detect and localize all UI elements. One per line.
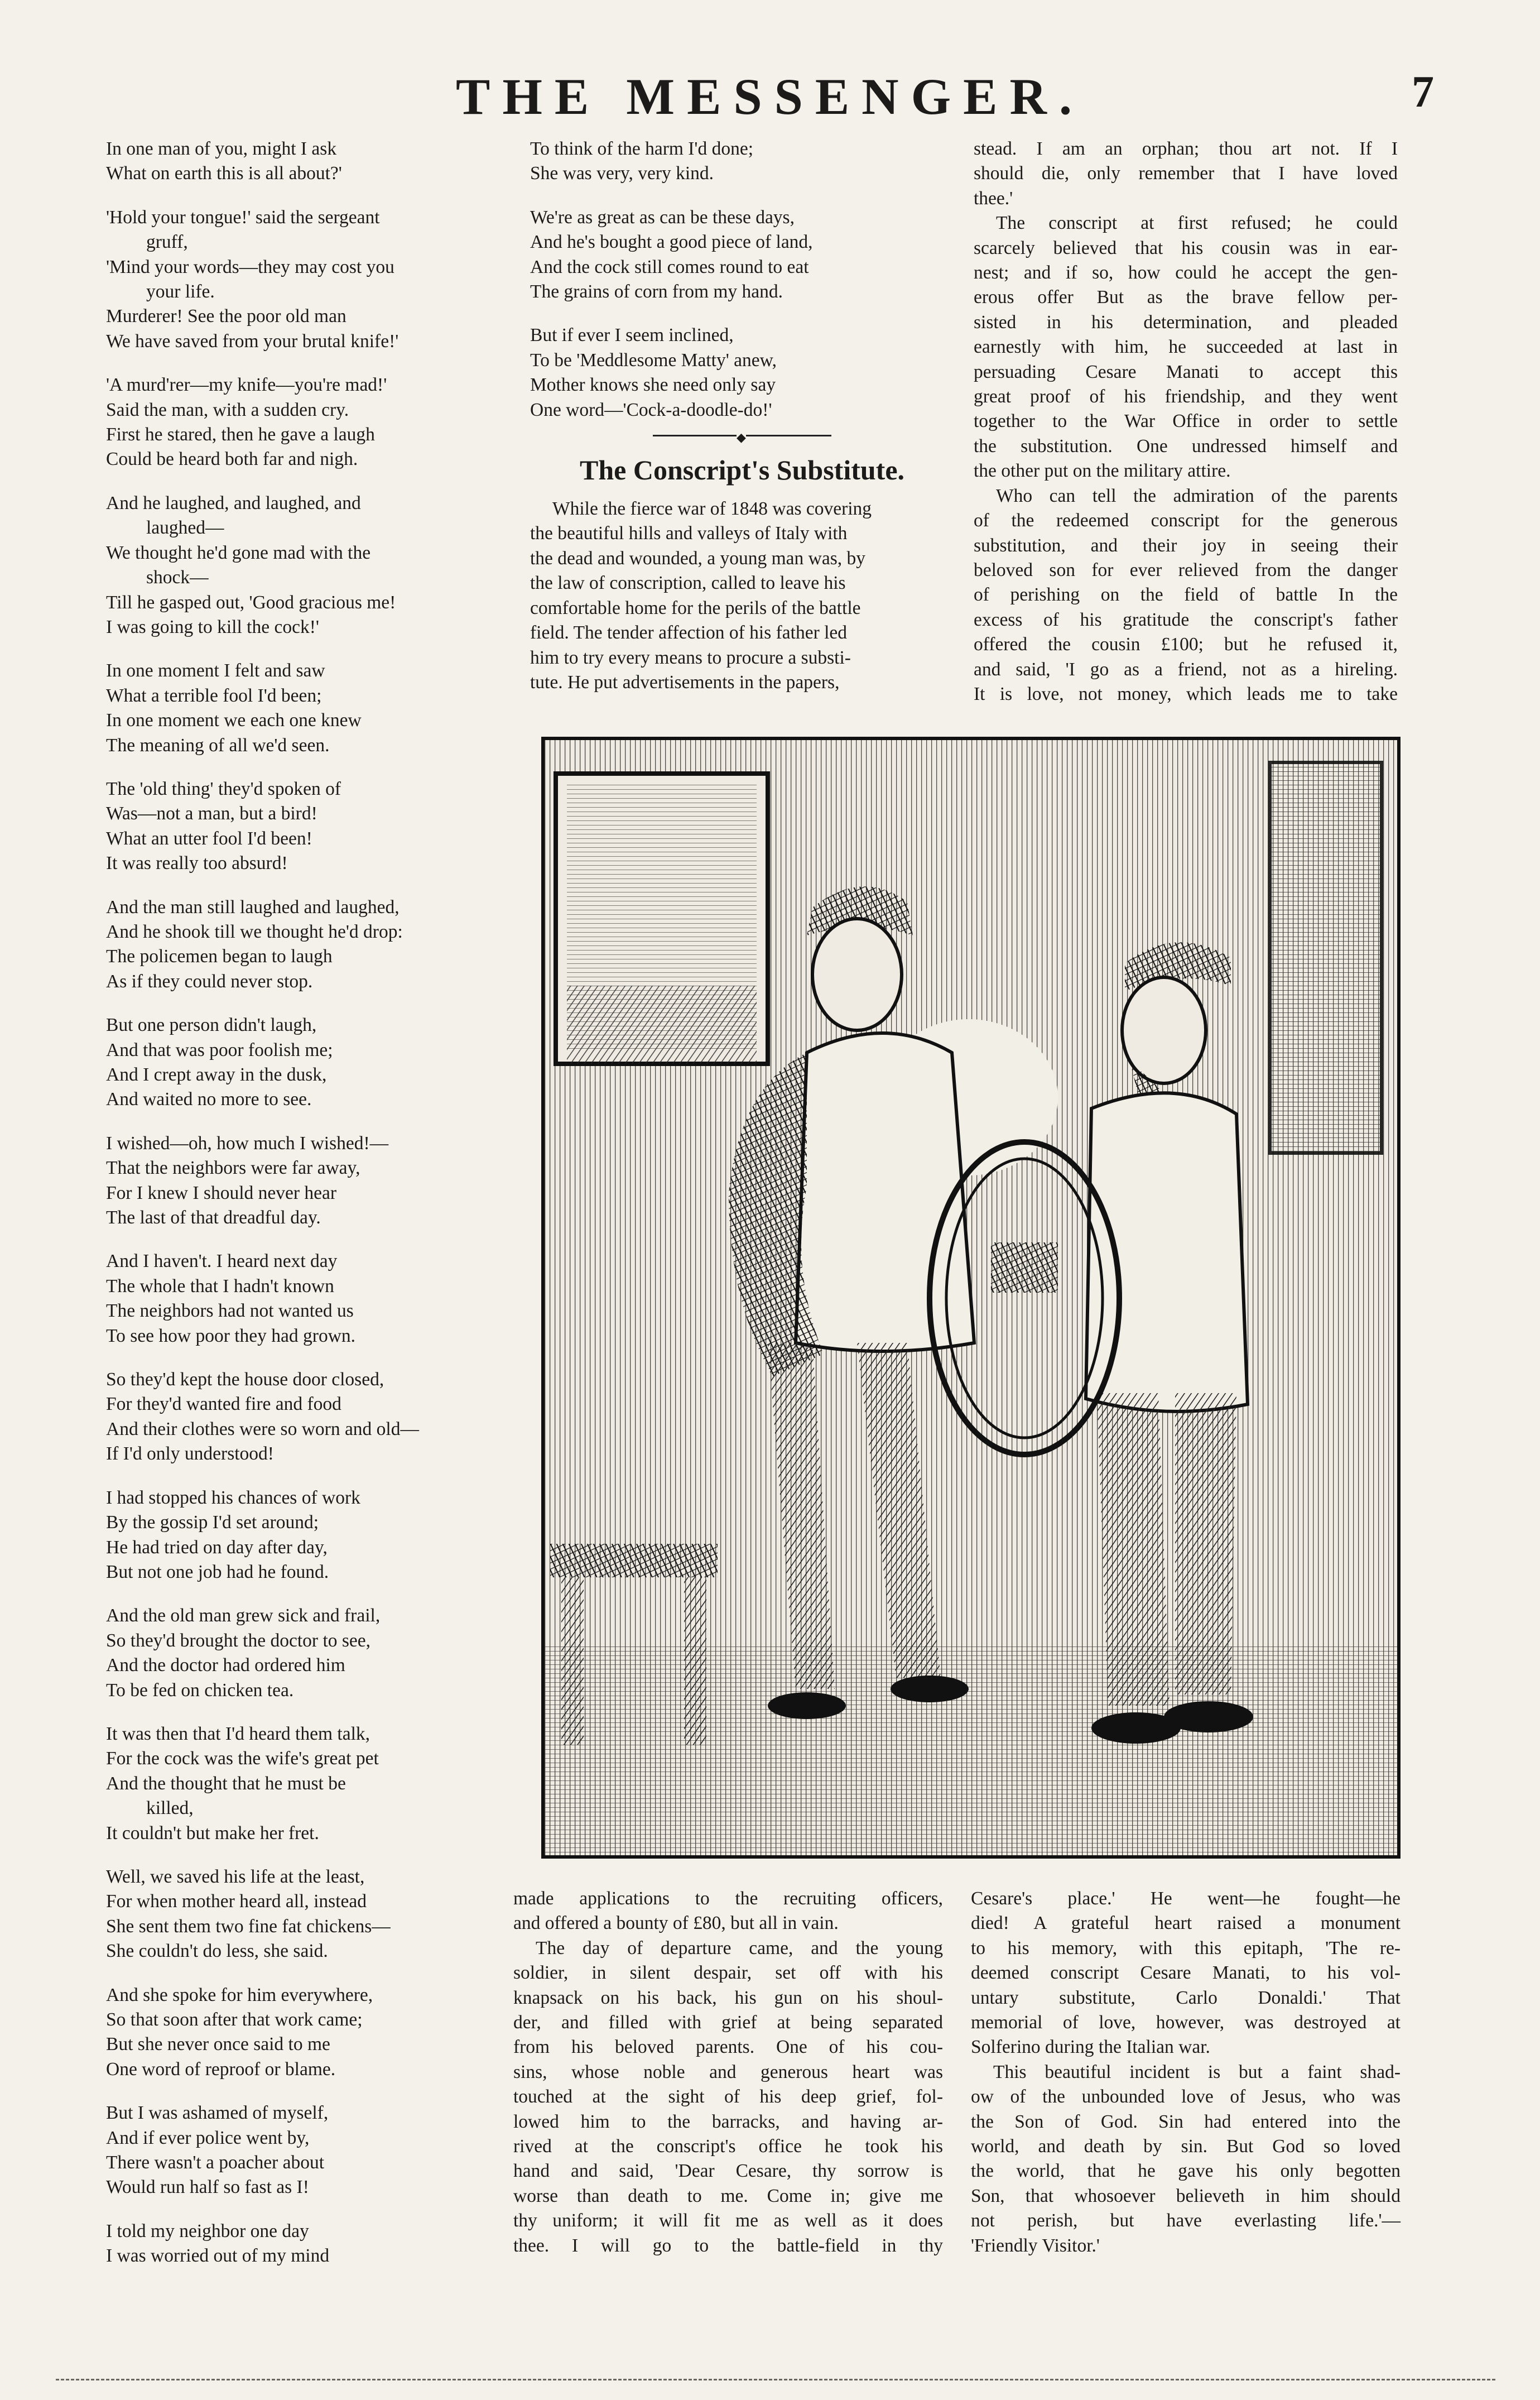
text-line: She sent them two fine fat chickens—	[106, 1916, 391, 1937]
text-line: If I'd only understood!	[106, 1443, 274, 1465]
article-intro-text	[530, 497, 954, 695]
text-line: 'A murd'rer—my knife—you're mad!'	[106, 375, 387, 396]
text-line: Well, we saved his life at the least,	[106, 1866, 365, 1887]
text-line: gruff,	[146, 232, 188, 253]
text-line: Solferino during the Italian war.	[971, 2037, 1210, 2058]
text-line: The last of that dreadful day.	[106, 1207, 321, 1228]
text-line: of perishing on the field of battle In the	[974, 584, 1398, 606]
text-line: nest; and if so, how could he accept the gen-	[974, 262, 1398, 284]
text-line: So that soon after that work came;	[106, 2009, 363, 2030]
text-line: the dead and wounded, a young man was, by	[530, 548, 865, 569]
text-line: Cesare's place.' He went—he fought—he	[971, 1888, 1401, 1909]
text-line: memorial of love, however, was destroyed at	[971, 2012, 1401, 2033]
text-line: died! A grateful heart raised a monument	[971, 1913, 1401, 1934]
text-line: And he laughed, and laughed, and	[106, 492, 361, 513]
text-line: from his beloved parents. One of his cou-	[513, 2037, 943, 2058]
text-line: world, and death by sin. But God so loved	[971, 2136, 1401, 2157]
text-line: It couldn't but make her fret.	[106, 1822, 319, 1844]
text-line: and said, 'I go as a friend, not as a hireling.	[974, 659, 1398, 680]
text-line: He had tried on day after day,	[106, 1537, 328, 1558]
text-line: The neighbors had not wanted us	[106, 1300, 354, 1322]
text-line: to his memory, with this epitaph, 'The re-	[971, 1937, 1401, 1959]
text-line: 'Mind your words—they may cost you	[106, 256, 394, 277]
section-divider	[653, 435, 831, 439]
text-line: And she spoke for him everywhere,	[106, 1984, 373, 2005]
text-line: your life.	[146, 281, 215, 303]
text-line: erous offer But as the brave fellow per-	[974, 287, 1398, 308]
text-line: The conscript at first refused; he could	[996, 213, 1398, 234]
text-line: For I knew I should never hear	[106, 1182, 337, 1203]
text-line: First he stared, then he gave a laugh	[106, 424, 375, 445]
text-line: substitution, and their joy in seeing their	[974, 535, 1398, 556]
text-line: It is love, not money, which leads me to take	[974, 683, 1398, 704]
text-line: To see how poor they had grown.	[106, 1325, 356, 1346]
text-line: We're as great as can be these days,	[530, 207, 795, 228]
text-line: the world, that he gave his only begotten	[971, 2161, 1401, 2182]
text-line: rived at the conscript's office he took his	[513, 2136, 943, 2157]
text-line: And if ever police went by,	[106, 2127, 310, 2148]
poem-column-left	[106, 137, 519, 2269]
text-line: persuading Cesare Manati to accept this	[974, 361, 1398, 382]
text-line: made applications to the recruiting officers,	[513, 1888, 943, 1909]
text-line: thy uniform; it will fit me as well as it does	[513, 2210, 943, 2231]
text-line: And he's bought a good piece of land,	[530, 232, 813, 253]
text-line: But she never once said to me	[106, 2034, 330, 2055]
text-line: Son, that whosoever believeth in him should	[971, 2185, 1401, 2206]
text-line: She was very, very kind.	[530, 163, 714, 184]
text-line: To be fed on chicken tea.	[106, 1679, 294, 1701]
floor	[545, 1644, 1397, 1855]
text-line: not perish, but have everlasting life.'—	[971, 2210, 1401, 2231]
article-continuation-right	[971, 1887, 1401, 2258]
text-line: In one man of you, might I ask	[106, 138, 337, 159]
text-line: This beautiful incident is but a faint shad-	[993, 2061, 1401, 2082]
text-line: laughed—	[146, 517, 224, 539]
text-line: And the man still laughed and laughed,	[106, 896, 400, 918]
text-line: worse than death to me. Come in; give me	[513, 2185, 943, 2206]
text-line: One word of reproof or blame.	[106, 2058, 336, 2080]
newspaper-title: THE MESSENGER.	[456, 68, 1084, 125]
text-line: the beautiful hills and valleys of Italy with	[530, 523, 848, 544]
text-line: And waited no more to see.	[106, 1089, 312, 1110]
text-line: him to try every means to procure a substi-	[530, 647, 851, 668]
text-line: comfortable home for the perils of the battle	[530, 597, 861, 618]
text-line: the substitution. One undressed himself and	[974, 435, 1398, 457]
text-line: And the cock still comes round to eat	[530, 256, 809, 277]
engraving-illustration	[541, 737, 1401, 1859]
text-line: 'Friendly Visitor.'	[971, 2235, 1100, 2256]
poem-continuation	[530, 137, 954, 423]
masthead	[0, 67, 1540, 128]
text-line: of the redeemed conscript for the generous	[974, 510, 1398, 531]
page-number: 7	[1412, 68, 1434, 117]
text-line: offered the cousin £100; but he refused it,	[974, 634, 1398, 655]
text-line: But one person didn't laugh,	[106, 1015, 317, 1036]
text-line: And the old man grew sick and frail,	[106, 1605, 381, 1626]
text-line: So they'd kept the house door closed,	[106, 1369, 384, 1390]
text-line: One word—'Cock-a-doodle-do!'	[530, 399, 772, 420]
text-line: 'Hold your tongue!' said the sergeant	[106, 207, 380, 228]
text-line: Mother knows she need only say	[530, 375, 776, 396]
text-line: For they'd wanted fire and food	[106, 1394, 341, 1415]
text-line: The 'old thing' they'd spoken of	[106, 778, 341, 799]
text-line: In one moment I felt and saw	[106, 660, 325, 681]
text-line: The grains of corn from my hand.	[530, 281, 783, 303]
text-line: I had stopped his chances of work	[106, 1487, 360, 1508]
text-line: touched at the sight of his deep grief, fol-	[513, 2086, 943, 2108]
text-line: Was—not a man, but a bird!	[106, 803, 317, 824]
text-line: Murderer! See the poor old man	[106, 306, 346, 327]
text-line: And the thought that he must be	[106, 1773, 346, 1794]
text-line: Till he gasped out, 'Good gracious me!	[106, 592, 396, 613]
text-line: There wasn't a poacher about	[106, 2152, 325, 2173]
text-line: killed,	[146, 1798, 194, 1819]
text-line: But not one job had he found.	[106, 1561, 329, 1582]
text-line: And that was poor foolish me;	[106, 1039, 333, 1060]
text-line: To think of the harm I'd done;	[530, 138, 754, 159]
text-line: earnestly with him, he succeeded at last in	[974, 337, 1398, 358]
text-line: For the cock was the wife's great pet	[106, 1748, 379, 1769]
middle-column	[530, 137, 954, 695]
text-line: And I haven't. I heard next day	[106, 1251, 338, 1272]
text-line: the Son of God. Sin had entered into the	[971, 2111, 1401, 2132]
text-line: While the fierce war of 1848 was covering	[552, 498, 872, 520]
text-line: I told my neighbor one day	[106, 2220, 309, 2241]
text-line: As if they could never stop.	[106, 971, 313, 992]
text-line: And I crept away in the dusk,	[106, 1064, 327, 1085]
text-line: And their clothes were so worn and old—	[106, 1418, 419, 1439]
text-line: The whole that I hadn't known	[106, 1275, 334, 1297]
text-line: The policemen began to laugh	[106, 946, 333, 967]
text-line: And the doctor had ordered him	[106, 1655, 345, 1676]
text-line: But if ever I seem inclined,	[530, 325, 734, 346]
text-line: It was then that I'd heard them talk,	[106, 1723, 370, 1744]
text-line: ow of the unbounded love of Jesus, who was	[971, 2086, 1401, 2108]
text-line: It was really too absurd!	[106, 853, 288, 874]
text-line: By the gossip I'd set around;	[106, 1512, 319, 1533]
text-line: field. The tender affection of his father led	[530, 622, 848, 644]
text-line: the law of conscription, called to leave his	[530, 573, 846, 594]
text-line: tute. He put advertisements in the papers,	[530, 671, 840, 693]
text-line: The day of departure came, and the young	[536, 1937, 943, 1959]
text-line: I was worried out of my mind	[106, 2245, 330, 2267]
text-line: What an utter fool I'd been!	[106, 828, 312, 849]
text-line: thee.'	[974, 188, 1013, 209]
text-line: stead. I am an orphan; thou art not. If I	[974, 138, 1398, 159]
text-line: sisted in his determination, and pleaded	[974, 311, 1398, 333]
bench	[550, 1544, 718, 1577]
page-bottom-rule	[56, 2379, 1495, 2380]
text-line: shock—	[146, 567, 209, 588]
text-line: I wished—oh, how much I wished!—	[106, 1132, 389, 1154]
text-line: beloved son for ever relieved from the danger	[974, 559, 1398, 580]
text-line: She couldn't do less, she said.	[106, 1941, 328, 1962]
text-line: Who can tell the admiration of the parents	[996, 485, 1398, 506]
text-line: knapsack on his back, his gun on his shoul-	[513, 1987, 943, 2008]
article-column-right	[974, 137, 1398, 707]
text-line: together to the War Office in order to settle	[974, 411, 1398, 432]
text-line: soldier, in silent despair, set off with his	[513, 1962, 943, 1984]
text-line: We thought he'd gone mad with the	[106, 542, 371, 563]
text-line: should die, only remember that I have loved	[974, 163, 1398, 184]
text-line: Said the man, with a sudden cry.	[106, 399, 349, 420]
text-line: That the neighbors were far away,	[106, 1158, 360, 1179]
text-line: But I was ashamed of myself,	[106, 2103, 329, 2124]
text-line: deemed conscript Cesare Manati, to his vol-	[971, 1962, 1401, 1984]
text-line: I was going to kill the cock!'	[106, 616, 319, 637]
text-line: The meaning of all we'd seen.	[106, 735, 330, 756]
text-line: So they'd brought the doctor to see,	[106, 1630, 371, 1651]
text-line: sins, whose noble and generous heart was	[513, 2061, 943, 2082]
text-line: Could be heard both far and nigh.	[106, 449, 358, 470]
text-line: To be 'Meddlesome Matty' anew,	[530, 349, 777, 371]
text-line: and offered a bounty of £80, but all in vain.	[513, 1913, 839, 1934]
text-line: untary substitute, Carlo Donaldi.' That	[971, 1987, 1401, 2008]
window-right	[1270, 762, 1382, 1153]
text-line: der, and filled with grief at being separated	[513, 2012, 943, 2033]
text-line: scarcely believed that his cousin was in ear-	[974, 237, 1398, 258]
text-line: excess of his gratitude the conscript's father	[974, 609, 1398, 630]
text-line: What a terrible fool I'd been;	[106, 685, 322, 706]
text-line: hand and said, 'Dear Cesare, thy sorrow is	[513, 2161, 943, 2182]
text-line: In one moment we each one knew	[106, 710, 362, 731]
text-line: thee. I will go to the battle-field in thy	[513, 2235, 943, 2256]
text-line: the other put on the military attire.	[974, 460, 1231, 482]
text-line: What on earth this is all about?'	[106, 163, 342, 184]
text-line: We have saved from your brutal knife!'	[106, 330, 399, 352]
text-line: For when mother heard all, instead	[106, 1891, 367, 1912]
text-line: lowed him to the barracks, and having ar-	[513, 2111, 943, 2132]
article-continuation-left	[513, 1887, 943, 2258]
text-line: Would run half so fast as I!	[106, 2177, 309, 2198]
article-heading: The Conscript's Substitute.	[579, 454, 905, 486]
text-line: And he shook till we thought he'd drop:	[106, 921, 403, 942]
text-line: great proof of his friendship, and they went	[974, 386, 1398, 407]
